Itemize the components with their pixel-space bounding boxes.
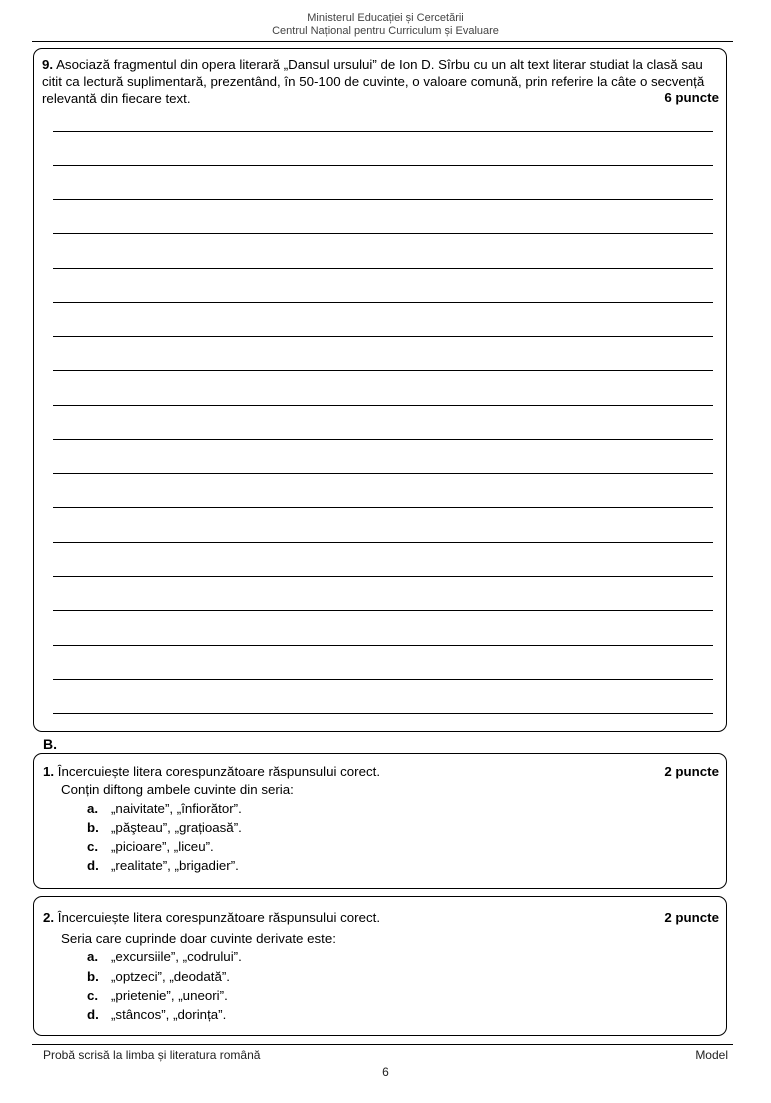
option-text: „păşteau”, „grațioasă”.: [111, 820, 242, 835]
question-b1-box: [33, 753, 727, 889]
section-b-label: B.: [43, 736, 57, 752]
option-text: „naivitate”, „înfiorător”.: [111, 801, 242, 816]
option-letter: c.: [87, 988, 99, 1003]
option-text: „optzeci”, „deodată”.: [111, 969, 230, 984]
footer-exam-title: Probă scrisă la limba și literatura română: [43, 1048, 261, 1062]
question-b2-number: 2.: [43, 910, 55, 925]
question-b2-instruction-text: Încercuiește litera corespunzătoare răspunsului corect.: [57, 910, 381, 925]
question-b2-option-c[interactable]: [87, 988, 228, 1003]
question-9-box: [33, 48, 727, 732]
answer-line-6[interactable]: [53, 302, 713, 303]
header-ministry: Ministerul Educației și Cercetării: [307, 12, 464, 24]
option-letter: c.: [87, 839, 99, 854]
question-9-points: 6 puncte: [664, 90, 719, 105]
answer-line-12[interactable]: [53, 507, 713, 508]
answer-line-7[interactable]: [53, 336, 713, 337]
question-b1-option-c[interactable]: [87, 839, 214, 854]
page-number: 6: [382, 1065, 389, 1079]
option-letter: b.: [87, 969, 99, 984]
question-b2-option-a[interactable]: [87, 949, 242, 964]
option-text: „prietenie”, „uneori”.: [111, 988, 228, 1003]
answer-line-13[interactable]: [53, 542, 713, 543]
option-letter: d.: [87, 1007, 99, 1022]
answer-line-14[interactable]: [53, 576, 713, 577]
option-text: „stâncos”, „dorința”.: [111, 1007, 227, 1022]
option-text: „excursiile”, „codrului”.: [111, 949, 242, 964]
answer-line-18[interactable]: [53, 713, 713, 714]
answer-line-4[interactable]: [53, 233, 713, 234]
footer-divider: [32, 1044, 733, 1045]
question-b2-option-b[interactable]: [87, 969, 230, 984]
header-divider: [32, 41, 733, 42]
question-b1-option-a[interactable]: [87, 801, 242, 816]
answer-line-10[interactable]: [53, 439, 713, 440]
question-b2-instruction: [43, 910, 380, 925]
header-center: Centrul Național pentru Curriculum și Evaluare: [272, 25, 499, 37]
question-9-body: Asociază fragmentul din opera literară „Dansul ursului” de Ion D. Sîrbu cu un alt text literar studiat la clasă sau citit ca lectură suplimentară, prezentând, în 50-100 de cuvinte, o valoare comună, prin referire la câte o secvență relevantă din fiecare text.: [42, 57, 705, 106]
answer-line-5[interactable]: [53, 268, 713, 269]
answer-line-11[interactable]: [53, 473, 713, 474]
question-b2-box: [33, 896, 727, 1036]
question-b1-prompt: Conțin diftong ambele cuvinte din seria:: [61, 782, 294, 797]
question-b1-points: 2 puncte: [664, 764, 719, 779]
question-b2-option-d[interactable]: [87, 1007, 226, 1022]
answer-line-15[interactable]: [53, 610, 713, 611]
option-text: „realitate”, „brigadier”.: [111, 858, 239, 873]
question-b2-points: 2 puncte: [664, 910, 719, 925]
question-9-number: 9.: [42, 57, 54, 72]
question-b2-prompt: Seria care cuprinde doar cuvinte derivate este:: [61, 931, 336, 946]
answer-line-3[interactable]: [53, 199, 713, 200]
option-letter: a.: [87, 801, 99, 816]
option-letter: a.: [87, 949, 99, 964]
question-b1-option-b[interactable]: [87, 820, 242, 835]
option-letter: b.: [87, 820, 99, 835]
answer-line-9[interactable]: [53, 405, 713, 406]
answer-line-17[interactable]: [53, 679, 713, 680]
answer-line-8[interactable]: [53, 370, 713, 371]
footer-model-label: Model: [695, 1048, 728, 1062]
answer-line-1[interactable]: [53, 131, 713, 132]
question-b1-number: 1.: [43, 764, 55, 779]
answer-line-16[interactable]: [53, 645, 713, 646]
option-letter: d.: [87, 858, 99, 873]
question-b1-option-d[interactable]: [87, 858, 239, 873]
answer-line-2[interactable]: [53, 165, 713, 166]
option-text: „picioare”, „liceu”.: [111, 839, 214, 854]
question-9-text: [42, 56, 722, 107]
question-b1-instruction: [43, 764, 380, 779]
question-b1-instruction-text: Încercuiește litera corespunzătoare răspunsului corect.: [57, 764, 381, 779]
